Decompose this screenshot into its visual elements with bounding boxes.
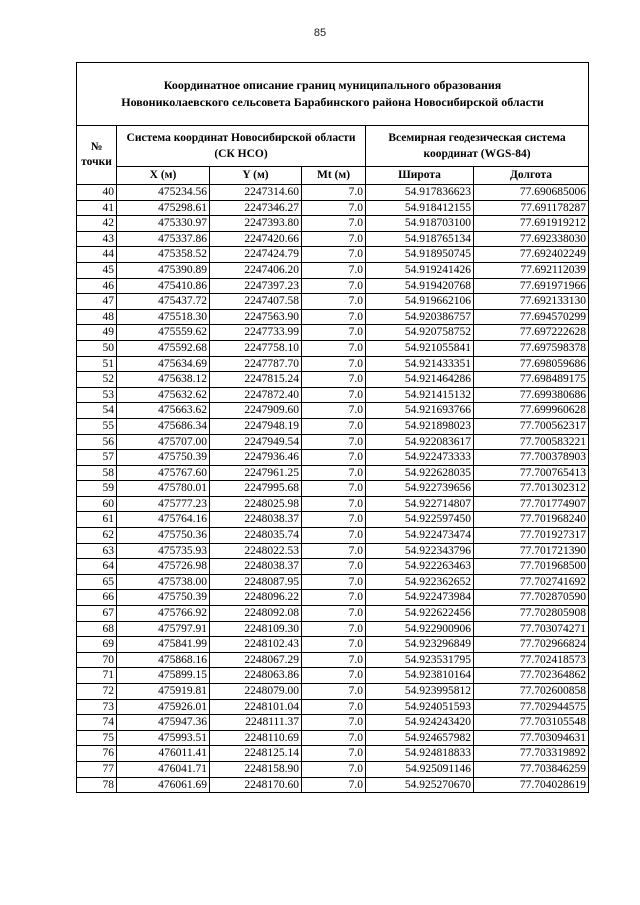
cell-y-coordinate: 2248025.98 — [210, 496, 302, 512]
cell-y-coordinate: 2247872.40 — [210, 387, 302, 403]
cell-mt-value: 7.0 — [302, 340, 366, 356]
cell-longitude: 77.700765413 — [474, 465, 589, 481]
cell-latitude: 54.922473984 — [366, 590, 474, 606]
cell-longitude: 77.702741692 — [474, 574, 589, 590]
cell-x-coordinate: 475750.36 — [117, 528, 210, 544]
cell-x-coordinate: 475337.86 — [117, 231, 210, 247]
cell-y-coordinate: 2247346.27 — [210, 200, 302, 216]
cell-x-coordinate: 475410.86 — [117, 278, 210, 294]
page-number: 85 — [313, 27, 327, 39]
cell-mt-value: 7.0 — [302, 278, 366, 294]
cell-mt-value: 7.0 — [302, 606, 366, 622]
cell-longitude: 77.692338030 — [474, 231, 589, 247]
cell-x-coordinate: 475559.62 — [117, 325, 210, 341]
cell-mt-value: 7.0 — [302, 185, 366, 201]
cell-mt-value: 7.0 — [302, 637, 366, 653]
table-row — [77, 652, 589, 668]
cell-y-coordinate: 2248109.30 — [210, 621, 302, 637]
cell-point-number: 74 — [77, 715, 117, 731]
cell-latitude: 54.918412155 — [366, 200, 474, 216]
header-latitude: Широта — [366, 167, 474, 185]
table-row — [77, 418, 589, 434]
cell-mt-value: 7.0 — [302, 309, 366, 325]
cell-y-coordinate: 2247397.23 — [210, 278, 302, 294]
cell-y-coordinate: 2247420.66 — [210, 231, 302, 247]
cell-y-coordinate: 2247407.58 — [210, 294, 302, 310]
cell-longitude: 77.691971966 — [474, 278, 589, 294]
cell-latitude: 54.921433351 — [366, 356, 474, 372]
cell-y-coordinate: 2248067.29 — [210, 652, 302, 668]
cell-longitude: 77.692133130 — [474, 294, 589, 310]
cell-y-coordinate: 2248101.04 — [210, 699, 302, 715]
header-mt: Mt (м) — [302, 167, 366, 185]
cell-x-coordinate: 475777.23 — [117, 496, 210, 512]
table-row — [77, 372, 589, 388]
cell-point-number: 44 — [77, 247, 117, 263]
cell-mt-value: 7.0 — [302, 777, 366, 793]
table-row — [77, 356, 589, 372]
cell-longitude: 77.697222628 — [474, 325, 589, 341]
cell-longitude: 77.700378903 — [474, 450, 589, 466]
cell-y-coordinate: 2248110.69 — [210, 730, 302, 746]
cell-mt-value: 7.0 — [302, 684, 366, 700]
cell-mt-value: 7.0 — [302, 434, 366, 450]
cell-longitude: 77.699960628 — [474, 403, 589, 419]
cell-latitude: 54.922739656 — [366, 481, 474, 497]
cell-y-coordinate: 2247936.46 — [210, 450, 302, 466]
table-body — [77, 185, 589, 793]
table-row — [77, 262, 589, 278]
cell-x-coordinate: 475750.39 — [117, 590, 210, 606]
cell-latitude: 54.924818833 — [366, 746, 474, 762]
cell-mt-value: 7.0 — [302, 418, 366, 434]
cell-point-number: 70 — [77, 652, 117, 668]
cell-mt-value: 7.0 — [302, 325, 366, 341]
cell-x-coordinate: 475947.36 — [117, 715, 210, 731]
cell-latitude: 54.922362652 — [366, 574, 474, 590]
cell-mt-value: 7.0 — [302, 761, 366, 777]
cell-x-coordinate: 476011.41 — [117, 746, 210, 762]
cell-point-number: 78 — [77, 777, 117, 793]
table-row — [77, 231, 589, 247]
table-row — [77, 294, 589, 310]
cell-mt-value: 7.0 — [302, 231, 366, 247]
cell-y-coordinate: 2247787.70 — [210, 356, 302, 372]
table-row — [77, 340, 589, 356]
cell-latitude: 54.922714807 — [366, 496, 474, 512]
cell-latitude: 54.924657982 — [366, 730, 474, 746]
cell-x-coordinate: 475926.01 — [117, 699, 210, 715]
cell-longitude: 77.701968500 — [474, 559, 589, 575]
cell-point-number: 48 — [77, 309, 117, 325]
cell-longitude: 77.692112039 — [474, 262, 589, 278]
cell-mt-value: 7.0 — [302, 528, 366, 544]
cell-latitude: 54.922263463 — [366, 559, 474, 575]
cell-x-coordinate: 475767.60 — [117, 465, 210, 481]
cell-longitude: 77.700583221 — [474, 434, 589, 450]
table-row — [77, 481, 589, 497]
cell-latitude: 54.919241426 — [366, 262, 474, 278]
cell-mt-value: 7.0 — [302, 200, 366, 216]
coordinates-table — [76, 62, 589, 793]
cell-x-coordinate: 475707.00 — [117, 434, 210, 450]
table-row — [77, 278, 589, 294]
cell-y-coordinate: 2248096.22 — [210, 590, 302, 606]
cell-latitude: 54.922597450 — [366, 512, 474, 528]
cell-x-coordinate: 475750.39 — [117, 450, 210, 466]
cell-mt-value: 7.0 — [302, 496, 366, 512]
cell-y-coordinate: 2248063.86 — [210, 668, 302, 684]
cell-mt-value: 7.0 — [302, 481, 366, 497]
cell-mt-value: 7.0 — [302, 699, 366, 715]
cell-y-coordinate: 2247733.99 — [210, 325, 302, 341]
cell-point-number: 60 — [77, 496, 117, 512]
cell-mt-value: 7.0 — [302, 403, 366, 419]
cell-x-coordinate: 475518.30 — [117, 309, 210, 325]
cell-point-number: 55 — [77, 418, 117, 434]
cell-y-coordinate: 2247424.79 — [210, 247, 302, 263]
table-row — [77, 730, 589, 746]
cell-latitude: 54.921055841 — [366, 340, 474, 356]
cell-longitude: 77.701774907 — [474, 496, 589, 512]
cell-mt-value: 7.0 — [302, 543, 366, 559]
cell-latitude: 54.918765134 — [366, 231, 474, 247]
cell-longitude: 77.700562317 — [474, 418, 589, 434]
cell-latitude: 54.923810164 — [366, 668, 474, 684]
cell-latitude: 54.921464286 — [366, 372, 474, 388]
table-title-line-1: Координатное описание границ муниципального образования — [163, 78, 502, 92]
cell-y-coordinate: 2248079.00 — [210, 684, 302, 700]
cell-latitude: 54.923995812 — [366, 684, 474, 700]
cell-x-coordinate: 475358.52 — [117, 247, 210, 263]
cell-latitude: 54.922083617 — [366, 434, 474, 450]
cell-point-number: 46 — [77, 278, 117, 294]
cell-y-coordinate: 2248022.53 — [210, 543, 302, 559]
cell-longitude: 77.703074271 — [474, 621, 589, 637]
cell-x-coordinate: 475663.62 — [117, 403, 210, 419]
cell-latitude: 54.922900906 — [366, 621, 474, 637]
cell-x-coordinate: 475638.12 — [117, 372, 210, 388]
cell-mt-value: 7.0 — [302, 262, 366, 278]
cell-longitude: 77.702944575 — [474, 699, 589, 715]
table-row — [77, 512, 589, 528]
cell-point-number: 40 — [77, 185, 117, 201]
cell-x-coordinate: 476041.71 — [117, 761, 210, 777]
table-row — [77, 387, 589, 403]
cell-mt-value: 7.0 — [302, 247, 366, 263]
cell-y-coordinate: 2247563.90 — [210, 309, 302, 325]
cell-point-number: 67 — [77, 606, 117, 622]
table-row — [77, 668, 589, 684]
cell-x-coordinate: 475738.00 — [117, 574, 210, 590]
cell-point-number: 71 — [77, 668, 117, 684]
cell-longitude: 77.701721390 — [474, 543, 589, 559]
cell-x-coordinate: 475868.16 — [117, 652, 210, 668]
cell-longitude: 77.704028619 — [474, 777, 589, 793]
cell-latitude: 54.924051593 — [366, 699, 474, 715]
table-row — [77, 450, 589, 466]
cell-latitude: 54.917836623 — [366, 185, 474, 201]
cell-x-coordinate: 475735.93 — [117, 543, 210, 559]
table-row — [77, 746, 589, 762]
table-row — [77, 715, 589, 731]
table-row — [77, 777, 589, 793]
cell-longitude: 77.703094631 — [474, 730, 589, 746]
cell-point-number: 51 — [77, 356, 117, 372]
cell-latitude: 54.922628035 — [366, 465, 474, 481]
cell-point-number: 42 — [77, 216, 117, 232]
table-row — [77, 325, 589, 341]
cell-x-coordinate: 475437.72 — [117, 294, 210, 310]
cell-x-coordinate: 475841.99 — [117, 637, 210, 653]
cell-longitude: 77.702805908 — [474, 606, 589, 622]
cell-latitude: 54.923531795 — [366, 652, 474, 668]
table-row — [77, 574, 589, 590]
table-row — [77, 590, 589, 606]
cell-point-number: 66 — [77, 590, 117, 606]
cell-longitude: 77.703319892 — [474, 746, 589, 762]
table-row — [77, 606, 589, 622]
cell-x-coordinate: 475919.81 — [117, 684, 210, 700]
cell-x-coordinate: 475764.16 — [117, 512, 210, 528]
table-row — [77, 496, 589, 512]
table-row — [77, 247, 589, 263]
cell-y-coordinate: 2248125.14 — [210, 746, 302, 762]
table-row — [77, 621, 589, 637]
cell-longitude: 77.702600858 — [474, 684, 589, 700]
cell-point-number: 58 — [77, 465, 117, 481]
cell-point-number: 45 — [77, 262, 117, 278]
cell-point-number: 59 — [77, 481, 117, 497]
header-longitude: Долгота — [474, 167, 589, 185]
cell-y-coordinate: 2248158.90 — [210, 761, 302, 777]
cell-x-coordinate: 476061.69 — [117, 777, 210, 793]
table-row — [77, 465, 589, 481]
table-row — [77, 309, 589, 325]
cell-point-number: 61 — [77, 512, 117, 528]
cell-longitude: 77.697598378 — [474, 340, 589, 356]
cell-y-coordinate: 2248087.95 — [210, 574, 302, 590]
cell-y-coordinate: 2247949.54 — [210, 434, 302, 450]
cell-y-coordinate: 2247961.25 — [210, 465, 302, 481]
cell-longitude: 77.702870590 — [474, 590, 589, 606]
cell-point-number: 73 — [77, 699, 117, 715]
cell-mt-value: 7.0 — [302, 294, 366, 310]
cell-y-coordinate: 2247406.20 — [210, 262, 302, 278]
cell-point-number: 69 — [77, 637, 117, 653]
cell-mt-value: 7.0 — [302, 668, 366, 684]
table-row — [77, 699, 589, 715]
cell-longitude: 77.694570299 — [474, 309, 589, 325]
cell-mt-value: 7.0 — [302, 652, 366, 668]
cell-y-coordinate: 2247314.60 — [210, 185, 302, 201]
cell-longitude: 77.701302312 — [474, 481, 589, 497]
cell-latitude: 54.921898023 — [366, 418, 474, 434]
cell-longitude: 77.691178287 — [474, 200, 589, 216]
cell-mt-value: 7.0 — [302, 387, 366, 403]
cell-point-number: 68 — [77, 621, 117, 637]
cell-y-coordinate: 2248035.74 — [210, 528, 302, 544]
cell-latitude: 54.919420768 — [366, 278, 474, 294]
cell-latitude: 54.922622456 — [366, 606, 474, 622]
cell-x-coordinate: 475726.98 — [117, 559, 210, 575]
cell-x-coordinate: 475592.68 — [117, 340, 210, 356]
table-row — [77, 528, 589, 544]
cell-x-coordinate: 475899.15 — [117, 668, 210, 684]
cell-y-coordinate: 2247815.24 — [210, 372, 302, 388]
header-point-number: № точки — [77, 126, 117, 185]
cell-mt-value: 7.0 — [302, 730, 366, 746]
cell-latitude: 54.921415132 — [366, 387, 474, 403]
cell-point-number: 57 — [77, 450, 117, 466]
cell-mt-value: 7.0 — [302, 372, 366, 388]
header-group-wgs84: Всемирная геодезическая система координат (WGS-84) — [366, 126, 589, 167]
cell-latitude: 54.924243420 — [366, 715, 474, 731]
cell-latitude: 54.920386757 — [366, 309, 474, 325]
cell-y-coordinate: 2248038.37 — [210, 512, 302, 528]
table-title-line-2: Новониколаевского сельсовета Барабинского района Новосибирской области — [121, 95, 544, 109]
cell-longitude: 77.699380686 — [474, 387, 589, 403]
cell-latitude: 54.922473474 — [366, 528, 474, 544]
cell-mt-value: 7.0 — [302, 590, 366, 606]
cell-point-number: 65 — [77, 574, 117, 590]
cell-x-coordinate: 475686.34 — [117, 418, 210, 434]
cell-point-number: 62 — [77, 528, 117, 544]
cell-mt-value: 7.0 — [302, 356, 366, 372]
cell-longitude: 77.698489175 — [474, 372, 589, 388]
cell-x-coordinate: 475766.92 — [117, 606, 210, 622]
cell-latitude: 54.920758752 — [366, 325, 474, 341]
cell-longitude: 77.702418573 — [474, 652, 589, 668]
cell-mt-value: 7.0 — [302, 559, 366, 575]
cell-y-coordinate: 2247995.68 — [210, 481, 302, 497]
cell-latitude: 54.922473333 — [366, 450, 474, 466]
cell-y-coordinate: 2247393.80 — [210, 216, 302, 232]
cell-longitude: 77.702364862 — [474, 668, 589, 684]
table-row — [77, 434, 589, 450]
cell-point-number: 52 — [77, 372, 117, 388]
cell-latitude: 54.918703100 — [366, 216, 474, 232]
cell-x-coordinate: 475993.51 — [117, 730, 210, 746]
cell-point-number: 43 — [77, 231, 117, 247]
cell-mt-value: 7.0 — [302, 574, 366, 590]
table-row — [77, 637, 589, 653]
cell-point-number: 76 — [77, 746, 117, 762]
cell-latitude: 54.923296849 — [366, 637, 474, 653]
cell-latitude: 54.921693766 — [366, 403, 474, 419]
header-y: Y (м) — [210, 167, 302, 185]
table-row — [77, 559, 589, 575]
cell-point-number: 49 — [77, 325, 117, 341]
cell-y-coordinate: 2247948.19 — [210, 418, 302, 434]
cell-x-coordinate: 475298.61 — [117, 200, 210, 216]
cell-longitude: 77.701927317 — [474, 528, 589, 544]
cell-longitude: 77.703105548 — [474, 715, 589, 731]
cell-y-coordinate: 2247758.10 — [210, 340, 302, 356]
cell-y-coordinate: 2248038.37 — [210, 559, 302, 575]
cell-y-coordinate: 2248170.60 — [210, 777, 302, 793]
cell-x-coordinate: 475234.56 — [117, 185, 210, 201]
table-row — [77, 403, 589, 419]
table-title — [77, 63, 589, 126]
cell-longitude: 77.691919212 — [474, 216, 589, 232]
cell-latitude: 54.925091146 — [366, 761, 474, 777]
cell-mt-value: 7.0 — [302, 450, 366, 466]
cell-x-coordinate: 475330.97 — [117, 216, 210, 232]
table-row — [77, 185, 589, 201]
cell-point-number: 53 — [77, 387, 117, 403]
cell-point-number: 41 — [77, 200, 117, 216]
cell-point-number: 75 — [77, 730, 117, 746]
cell-point-number: 54 — [77, 403, 117, 419]
cell-y-coordinate: 2248092.08 — [210, 606, 302, 622]
cell-mt-value: 7.0 — [302, 715, 366, 731]
cell-longitude: 77.690685006 — [474, 185, 589, 201]
cell-point-number: 47 — [77, 294, 117, 310]
cell-mt-value: 7.0 — [302, 621, 366, 637]
cell-mt-value: 7.0 — [302, 746, 366, 762]
cell-point-number: 63 — [77, 543, 117, 559]
cell-point-number: 56 — [77, 434, 117, 450]
cell-x-coordinate: 475390.89 — [117, 262, 210, 278]
cell-mt-value: 7.0 — [302, 512, 366, 528]
cell-x-coordinate: 475797.91 — [117, 621, 210, 637]
cell-longitude: 77.702966824 — [474, 637, 589, 653]
cell-x-coordinate: 475632.62 — [117, 387, 210, 403]
cell-point-number: 77 — [77, 761, 117, 777]
table-row — [77, 684, 589, 700]
cell-longitude: 77.701968240 — [474, 512, 589, 528]
cell-longitude: 77.703846259 — [474, 761, 589, 777]
header-group-local: Системa координат Новосибирской области (СК НСО) — [117, 126, 366, 167]
cell-latitude: 54.919662106 — [366, 294, 474, 310]
cell-y-coordinate: 2247909.60 — [210, 403, 302, 419]
table-row — [77, 761, 589, 777]
cell-mt-value: 7.0 — [302, 465, 366, 481]
cell-longitude: 77.692402249 — [474, 247, 589, 263]
cell-x-coordinate: 475780.01 — [117, 481, 210, 497]
table-row — [77, 543, 589, 559]
header-x: X (м) — [117, 167, 210, 185]
cell-mt-value: 7.0 — [302, 216, 366, 232]
cell-longitude: 77.698059686 — [474, 356, 589, 372]
cell-x-coordinate: 475634.69 — [117, 356, 210, 372]
cell-point-number: 50 — [77, 340, 117, 356]
table-row — [77, 216, 589, 232]
cell-point-number: 72 — [77, 684, 117, 700]
table-row — [77, 200, 589, 216]
cell-latitude: 54.922343796 — [366, 543, 474, 559]
cell-y-coordinate: 2248102.43 — [210, 637, 302, 653]
cell-latitude: 54.918950745 — [366, 247, 474, 263]
cell-latitude: 54.925270670 — [366, 777, 474, 793]
cell-point-number: 64 — [77, 559, 117, 575]
cell-y-coordinate: 2248111.37 — [210, 715, 302, 731]
